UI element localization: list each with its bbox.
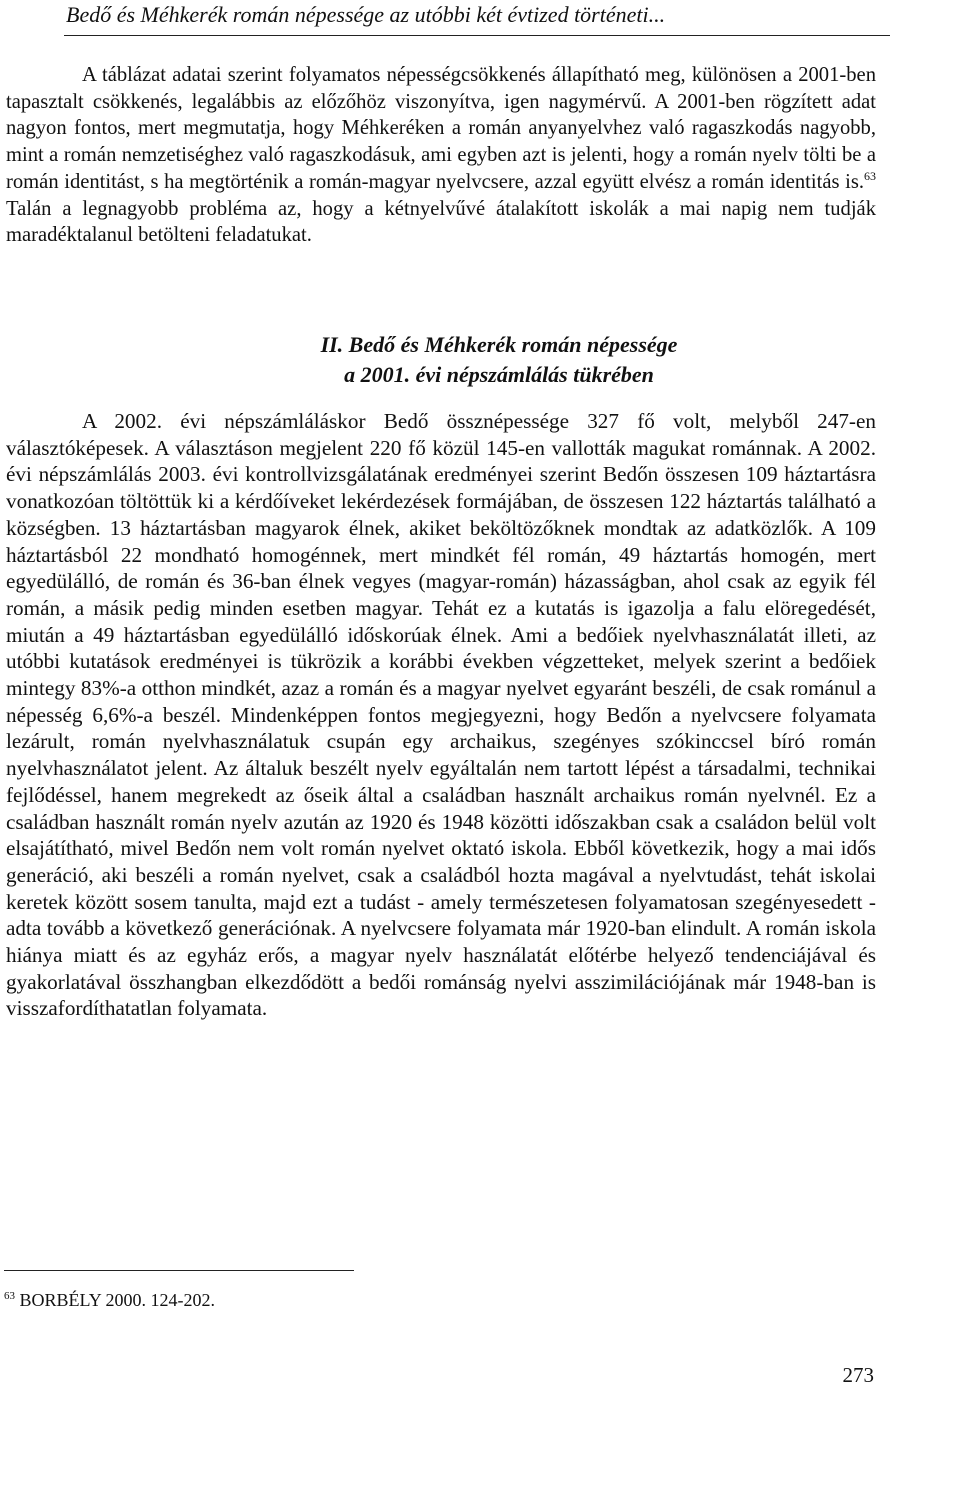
footnote-number: 63 bbox=[4, 1290, 15, 1302]
header-divider bbox=[64, 35, 890, 36]
paragraph-1-text: A táblázat adatai szerint folyamatos népességcsökkenés állapítható meg, különösen a 2001-ben tapasztalt csökkenés, legalábbis az előzőhöz viszonyítva, igen nagymérvű. A 2001-ben rögzített adat nagyon fontos, mert megmutatja, hogy Méhkeréken a román anyanyelvhez való ragaszkodás nagyobb, mint a román nemzetiséghez való ragaszkodásuk, ami egyben azt is jelenti, hogy a román nyelv tölti be a román identitást, s ha megtörténik a román-magyar nyelvcsere, azzal együtt elvész a román identitás is. bbox=[6, 64, 876, 193]
paragraph-1-text-after: Talán a legnagyobb probléma az, hogy a kétnyelvűvé átalakított iskolák a mai napig nem tudják maradéktalanul betölteni feladatukat. bbox=[6, 197, 876, 247]
section-title bbox=[0, 330, 960, 390]
running-head: Bedő és Méhkerék román népessége az utóbbi két évtized történeti... bbox=[66, 2, 666, 27]
page-number: 273 bbox=[842, 1363, 874, 1387]
footnote-text: BORBÉLY 2000. 124-202. bbox=[15, 1290, 216, 1310]
section-title-line-1: II. Bedő és Méhkerék román népessége bbox=[320, 332, 678, 357]
section-title-line-2: a 2001. évi népszámlálás tükrében bbox=[344, 362, 654, 387]
footnote-divider bbox=[4, 1270, 354, 1271]
footnote bbox=[4, 1288, 215, 1312]
footnote-reference[interactable]: 63 bbox=[864, 168, 876, 183]
paragraph-2: A 2002. évi népszámláláskor Bedő össznépessége 327 fő volt, melyből 247-en választóképesek. A választáson megjelent 220 fő közül 145-en vallották magukat románnak. A 2002. évi népszámlálás 2003. évi kontrollvizsgálatának eredményei szerint Bedőn összesen 109 háztartásra vonatkozóan töltöttük ki a kérdőíveket lekérdezések formájában, de összesen 122 háztartás található a községben. 13 háztartásban magyarok élnek, akiket beköltözőknek mondtak az adatközlők. A 109 háztartásból 22 mondható homogénnek, mert mindkét fél román, 49 háztartás homogén, mert egyedülálló, de román és 36-ban élnek vegyes (magyar-román) házasságban, ahol csak az egyik fél román, a másik pedig minden esetben magyar. Tehát ez a kutatás is igazolja a falu elöregedését, miután a 49 háztartásban egyedülálló időskorúak élnek. Ami a bedőiek nyelvhasználatát illeti, az utóbbi kutatások eredményei is tükrözik a korábbi években végzetteket, melyek szerint a bedőiek mintegy 83%-a otthon mindkét, azaz a román és a magyar nyelvet egyaránt beszéli, de csak románul a népesség 6,6%-a beszél. Mindenképpen fontos megjegyezni, hogy Bedőn a nyelvcsere folyamata lezárult, román nyelvhasználatuk csupán egy archaikus, szegényes szókinccsel bíró román nyelvhasználatot jelent. Az általuk beszélt nyelv egyáltalán nem tartott lépést a társadalmi, technikai fejlődéssel, hanem megrekedt az őseik által a családban használt archaikus román nyelvnél. Ez a családban használt román nyelv azután az 1920 és 1948 közötti időszakban csak a családon belül volt elsajátítható, mivel Bedőn nem volt román nyelvet oktató iskola. Ebből következik, hogy a mai idős generáció, aki beszéli a román nyelvet, csak a családból hozta magával a nyelvtudást, tehát iskolai keretek között sosem tanulta, majd ezt a tudást - amely természetesen folyamatosan szegényesedett - adta tovább a következő generációnak. A nyelvcsere folyamata már 1920-ban elindult. A román iskola hiánya miatt és az egyház erős, a magyar nyelv használatát előtérbe helyező tendenciájával és gyakorlatával összhangban elkezdődött a bedői románság nyelvi asszimilációjának már 1948-ban is visszafordíthatatlan folyamata. bbox=[6, 409, 876, 1021]
paragraph-1 bbox=[6, 62, 876, 249]
